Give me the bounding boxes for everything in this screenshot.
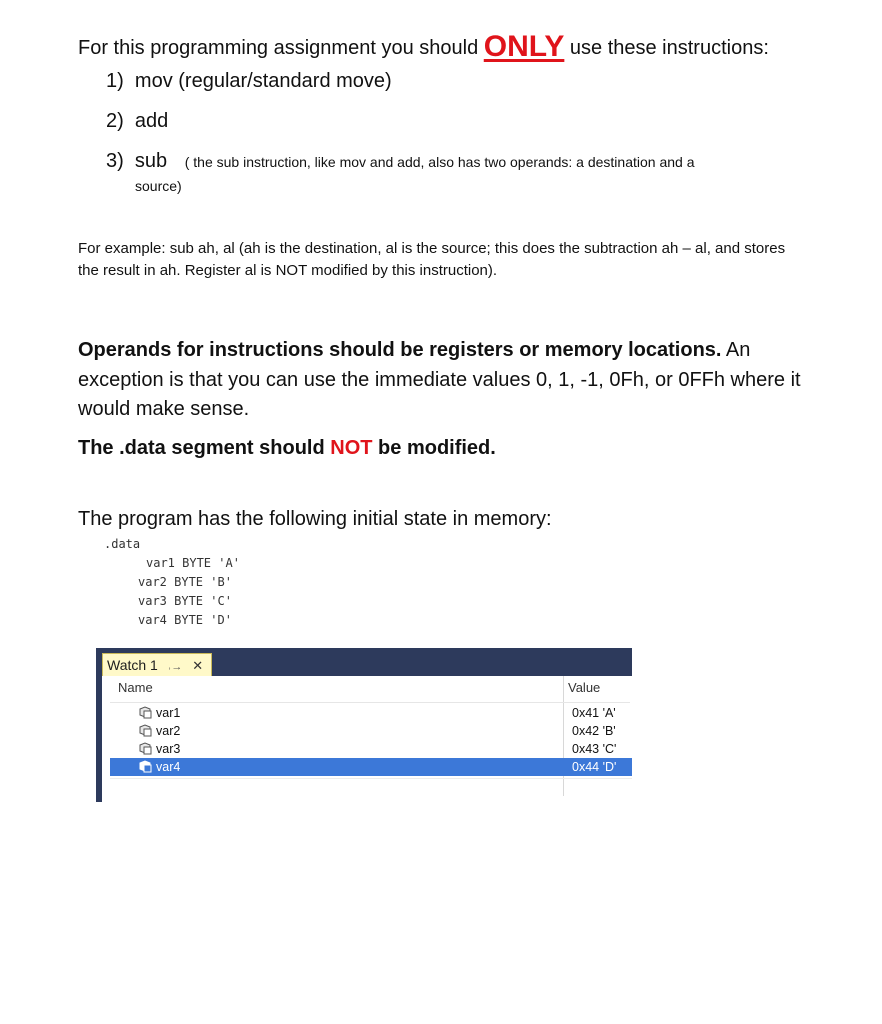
list-item xyxy=(106,150,695,173)
watch-row-name: var4 xyxy=(156,760,181,774)
data-segment-rule xyxy=(78,437,496,460)
list-item xyxy=(106,70,392,93)
example-paragraph: For example: sub ah, al (ah is the destination, al is the source; this does the subtraction ah – al, and stores the result in ah. Register al is NOT modified by this instruction). xyxy=(78,240,786,279)
intro-line xyxy=(78,30,769,64)
column-header-value[interactable]: Value xyxy=(568,680,601,695)
watch-row-selected[interactable] xyxy=(110,758,632,776)
variable-icon xyxy=(138,706,152,719)
watch-tab[interactable] xyxy=(102,653,212,676)
watch-row[interactable] xyxy=(110,740,632,758)
watch-row[interactable] xyxy=(110,704,632,722)
list-number: 3) xyxy=(106,150,124,172)
code-line: var1 BYTE 'A' xyxy=(146,556,240,570)
program-intro: The program has the following initial state in memory: xyxy=(78,508,552,530)
watch-row[interactable] xyxy=(110,722,632,740)
intro-before: For this programming assignment you should xyxy=(78,37,484,59)
operands-paragraph xyxy=(78,336,823,425)
data-rule-after: be modified. xyxy=(372,437,496,459)
watch-title-bar xyxy=(96,648,632,676)
watch-row-name: var2 xyxy=(156,724,181,738)
watch-row-value: 0x43 'C' xyxy=(572,742,617,756)
list-item xyxy=(106,110,168,133)
code-line: .data xyxy=(104,537,141,551)
close-icon[interactable]: ✕ xyxy=(192,658,204,673)
watch-window xyxy=(96,648,632,802)
code-line: var3 BYTE 'C' xyxy=(138,594,232,608)
data-rule-before: The .data segment should xyxy=(78,437,331,459)
watch-tab-label: Watch 1 xyxy=(107,657,158,673)
list-text: add xyxy=(134,110,169,132)
list-note: ( the sub instruction, like mov and add, also has two operands: a destination and a xyxy=(184,154,695,170)
variable-icon xyxy=(138,742,152,755)
watch-row-value: 0x41 'A' xyxy=(572,706,616,720)
pin-icon[interactable]: ˒→ xyxy=(167,661,183,673)
variable-icon xyxy=(138,760,152,773)
header-divider xyxy=(110,702,630,703)
variable-icon xyxy=(138,724,152,737)
watch-row-name: var1 xyxy=(156,706,181,720)
operands-rest: An exception is that you can use the immediate values 0, 1, -1, 0Fh, or 0FFh where it would make sense. xyxy=(78,339,801,420)
operands-bold: Operands for instructions should be registers or memory locations. xyxy=(78,339,722,361)
list-note-continued: source) xyxy=(135,178,182,194)
only-emphasis: ONLY xyxy=(483,30,565,63)
code-line: var2 BYTE 'B' xyxy=(138,575,232,589)
code-line: var4 BYTE 'D' xyxy=(138,613,232,627)
data-rule-not: NOT xyxy=(330,437,373,459)
list-text: mov (regular/standard move) xyxy=(134,70,392,92)
watch-row-value: 0x44 'D' xyxy=(572,760,617,774)
list-number: 1) xyxy=(106,70,124,92)
list-text: sub xyxy=(134,150,168,172)
column-header-name[interactable]: Name xyxy=(118,680,153,695)
intro-after: use these instructions: xyxy=(564,37,769,59)
watch-row-name: var3 xyxy=(156,742,181,756)
watch-grid xyxy=(96,676,632,802)
watch-row-value: 0x42 'B' xyxy=(572,724,616,738)
list-number: 2) xyxy=(106,110,124,132)
watch-empty-row[interactable] xyxy=(110,778,632,797)
